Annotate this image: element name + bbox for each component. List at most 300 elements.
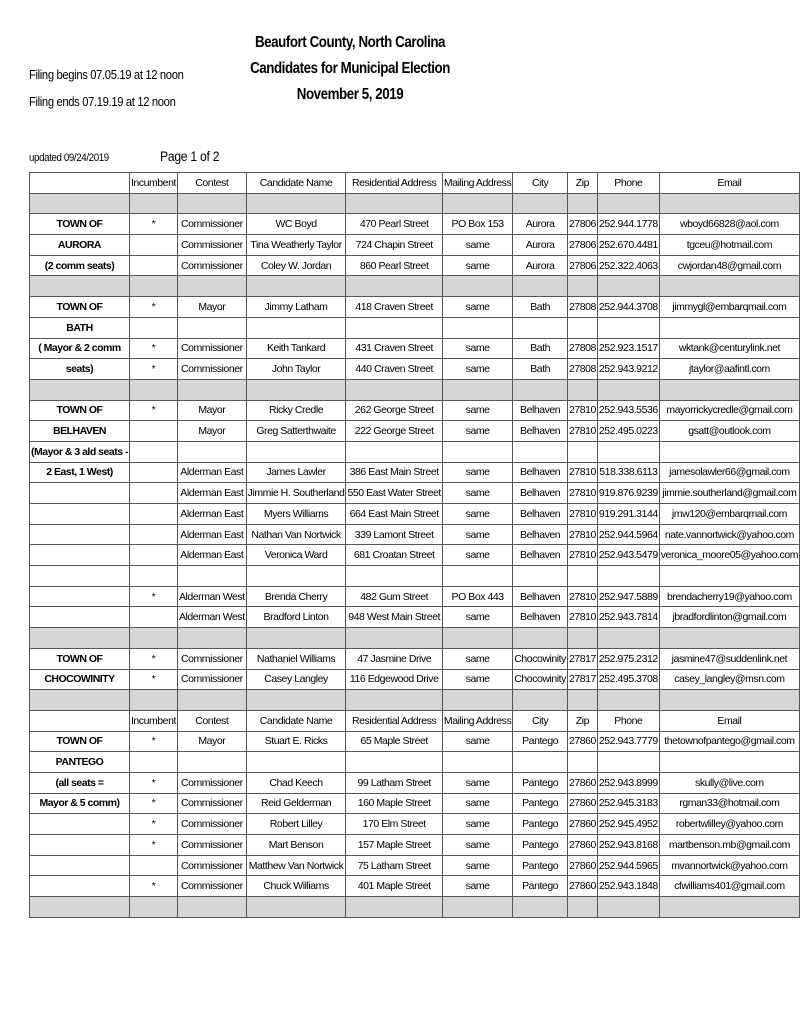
residential-address-cell: 157 Maple Street	[346, 835, 442, 856]
residential-address-cell: 418 Craven Street	[346, 297, 442, 318]
table-row	[30, 586, 800, 607]
email-cell: martbenson.mb@gmail.com	[659, 835, 799, 856]
incumbent-cell	[129, 855, 177, 876]
residential-address-cell: 116 Edgewood Drive	[346, 669, 442, 690]
separator-cell	[129, 379, 177, 400]
zip-header: Zip	[567, 710, 597, 731]
separator-cell	[597, 628, 659, 649]
mailing-address-header: Mailing Address	[442, 173, 512, 194]
zip-cell	[567, 441, 597, 462]
town-cell	[30, 504, 130, 525]
phone-cell: 252.495.3708	[597, 669, 659, 690]
incumbent-cell: *	[129, 814, 177, 835]
separator-cell	[567, 628, 597, 649]
mailing-address-cell: same	[442, 483, 512, 504]
mailing-address-cell: same	[442, 793, 512, 814]
town-cell	[30, 524, 130, 545]
incumbent-cell	[129, 317, 177, 338]
residential-address-cell: 339 Lamont Street	[346, 524, 442, 545]
separator-cell	[30, 379, 130, 400]
email-cell	[659, 566, 799, 587]
table-row	[30, 421, 800, 442]
residential-address-header: Residential Address	[346, 173, 442, 194]
contest-header: Contest	[177, 710, 246, 731]
separator-cell	[30, 690, 130, 711]
city-cell: Bath	[513, 338, 568, 359]
separator-cell	[597, 193, 659, 214]
residential-address-cell	[346, 317, 442, 338]
separator-cell	[567, 379, 597, 400]
zip-cell: 27810	[567, 400, 597, 421]
town-cell	[30, 607, 130, 628]
header-blank-cell	[30, 710, 130, 731]
mailing-address-cell: PO Box 153	[442, 214, 512, 235]
separator-cell	[597, 897, 659, 918]
mailing-address-cell: same	[442, 462, 512, 483]
incumbent-cell	[129, 524, 177, 545]
table-row	[30, 504, 800, 525]
phone-header: Phone	[597, 710, 659, 731]
candidate-name-cell: Mart Benson	[246, 835, 346, 856]
zip-cell: 27810	[567, 421, 597, 442]
page-number: Page 1 of 2	[160, 149, 220, 164]
contest-cell: Commissioner	[177, 793, 246, 814]
table-row	[30, 483, 800, 504]
city-cell: Belhaven	[513, 607, 568, 628]
separator-cell	[246, 690, 346, 711]
city-cell	[513, 441, 568, 462]
mailing-address-cell: same	[442, 524, 512, 545]
residential-address-header: Residential Address	[346, 710, 442, 731]
incumbent-cell	[129, 255, 177, 276]
incumbent-cell: *	[129, 297, 177, 318]
incumbent-cell: *	[129, 214, 177, 235]
phone-cell: 518.338.6113	[597, 462, 659, 483]
contest-cell: Commissioner	[177, 835, 246, 856]
incumbent-cell: *	[129, 731, 177, 752]
zip-cell	[567, 752, 597, 773]
candidate-name-cell	[246, 752, 346, 773]
email-header: Email	[659, 173, 799, 194]
table-row	[30, 566, 800, 587]
candidate-name-cell: Chad Keech	[246, 772, 346, 793]
separator-cell	[513, 690, 568, 711]
filing-begins-text: Filing begins 07.05.19 at 12 noon	[29, 68, 184, 82]
phone-cell	[597, 317, 659, 338]
residential-address-cell	[346, 441, 442, 462]
candidate-name-cell: Nathaniel Williams	[246, 648, 346, 669]
town-cell	[30, 483, 130, 504]
table-row	[30, 607, 800, 628]
phone-cell: 252.943.7779	[597, 731, 659, 752]
separator-cell	[597, 690, 659, 711]
email-cell: jmw120@embarqmail.com	[659, 504, 799, 525]
phone-cell: 252.945.3183	[597, 793, 659, 814]
separator-cell	[513, 193, 568, 214]
separator-cell	[346, 193, 442, 214]
town-cell: AURORA	[30, 235, 130, 256]
table-row	[30, 772, 800, 793]
zip-header: Zip	[567, 173, 597, 194]
phone-cell: 252.944.5965	[597, 855, 659, 876]
updated-date: updated 09/24/2019	[29, 152, 109, 164]
separator-row	[30, 897, 800, 918]
contest-cell: Commissioner	[177, 648, 246, 669]
incumbent-cell: *	[129, 648, 177, 669]
table-row	[30, 441, 800, 462]
title-line-county: Beaufort County, North Carolina	[254, 34, 446, 51]
phone-cell: 252.944.5964	[597, 524, 659, 545]
separator-cell	[30, 897, 130, 918]
contest-cell	[177, 317, 246, 338]
contest-cell: Commissioner	[177, 255, 246, 276]
city-cell: Pantego	[513, 855, 568, 876]
town-cell	[30, 545, 130, 566]
city-cell: Aurora	[513, 255, 568, 276]
separator-row	[30, 690, 800, 711]
phone-cell: 252.943.1848	[597, 876, 659, 897]
separator-cell	[597, 276, 659, 297]
residential-address-cell: 170 Elm Street	[346, 814, 442, 835]
email-cell: robertwlilley@yahoo.com	[659, 814, 799, 835]
separator-cell	[177, 690, 246, 711]
separator-cell	[513, 379, 568, 400]
town-cell	[30, 835, 130, 856]
incumbent-cell: *	[129, 338, 177, 359]
zip-cell: 27806	[567, 255, 597, 276]
city-cell	[513, 752, 568, 773]
zip-cell: 27810	[567, 524, 597, 545]
phone-cell	[597, 752, 659, 773]
residential-address-cell: 860 Pearl Street	[346, 255, 442, 276]
incumbent-cell	[129, 421, 177, 442]
candidate-name-cell: Bradford Linton	[246, 607, 346, 628]
candidate-name-header: Candidate Name	[246, 173, 346, 194]
mailing-address-cell	[442, 566, 512, 587]
mailing-address-cell: same	[442, 338, 512, 359]
contest-cell: Alderman West	[177, 607, 246, 628]
contest-cell: Commissioner	[177, 359, 246, 380]
email-cell: jasmine47@suddenlink.net	[659, 648, 799, 669]
contest-cell: Alderman West	[177, 586, 246, 607]
incumbent-cell: *	[129, 876, 177, 897]
separator-cell	[442, 897, 512, 918]
separator-cell	[597, 379, 659, 400]
zip-cell: 27810	[567, 504, 597, 525]
residential-address-cell	[346, 566, 442, 587]
table-row	[30, 255, 800, 276]
residential-address-cell	[346, 752, 442, 773]
town-cell	[30, 586, 130, 607]
candidate-name-cell: Brenda Cherry	[246, 586, 346, 607]
separator-row	[30, 193, 800, 214]
zip-cell: 27810	[567, 483, 597, 504]
separator-row	[30, 628, 800, 649]
incumbent-cell: *	[129, 359, 177, 380]
email-cell: skully@live.com	[659, 772, 799, 793]
contest-cell: Commissioner	[177, 814, 246, 835]
contest-cell: Commissioner	[177, 669, 246, 690]
candidate-name-cell: Greg Satterthwaite	[246, 421, 346, 442]
zip-cell	[567, 566, 597, 587]
email-cell: thetownofpantego@gmail.com	[659, 731, 799, 752]
zip-cell: 27817	[567, 648, 597, 669]
mailing-address-cell: same	[442, 255, 512, 276]
mailing-address-cell: same	[442, 297, 512, 318]
city-cell: Aurora	[513, 214, 568, 235]
zip-cell: 27810	[567, 607, 597, 628]
contest-cell: Commissioner	[177, 338, 246, 359]
residential-address-cell: 664 East Main Street	[346, 504, 442, 525]
phone-header: Phone	[597, 173, 659, 194]
table-row	[30, 648, 800, 669]
candidate-name-cell: Nathan Van Nortwick	[246, 524, 346, 545]
incumbent-cell	[129, 566, 177, 587]
table-row	[30, 297, 800, 318]
mailing-address-cell: same	[442, 669, 512, 690]
mailing-address-cell: same	[442, 876, 512, 897]
separator-cell	[442, 379, 512, 400]
incumbent-cell: *	[129, 772, 177, 793]
contest-cell: Mayor	[177, 400, 246, 421]
incumbent-cell: *	[129, 835, 177, 856]
candidate-name-cell: Stuart E. Ricks	[246, 731, 346, 752]
email-cell	[659, 441, 799, 462]
city-cell: Chocowinity	[513, 669, 568, 690]
zip-cell: 27810	[567, 586, 597, 607]
mailing-address-cell	[442, 317, 512, 338]
incumbent-cell	[129, 483, 177, 504]
separator-cell	[129, 690, 177, 711]
contest-cell: Alderman East	[177, 524, 246, 545]
separator-cell	[30, 628, 130, 649]
residential-address-cell: 431 Craven Street	[346, 338, 442, 359]
separator-cell	[177, 193, 246, 214]
email-cell: tgceu@hotmail.com	[659, 235, 799, 256]
zip-cell: 27808	[567, 359, 597, 380]
zip-cell: 27860	[567, 793, 597, 814]
phone-cell: 252.943.9212	[597, 359, 659, 380]
mailing-address-cell: same	[442, 504, 512, 525]
candidate-name-cell	[246, 566, 346, 587]
candidate-name-cell: Jimmie H. Southerland	[246, 483, 346, 504]
email-cell: wboyd66828@aol.com	[659, 214, 799, 235]
city-cell	[513, 566, 568, 587]
email-cell: jimmygl@embarqmail.com	[659, 297, 799, 318]
separator-cell	[177, 379, 246, 400]
separator-cell	[567, 690, 597, 711]
separator-cell	[129, 897, 177, 918]
separator-cell	[177, 628, 246, 649]
candidate-name-cell: WC Boyd	[246, 214, 346, 235]
table-row	[30, 669, 800, 690]
table-row	[30, 731, 800, 752]
contest-cell: Commissioner	[177, 855, 246, 876]
town-cell	[30, 814, 130, 835]
separator-cell	[567, 276, 597, 297]
table-row	[30, 876, 800, 897]
town-cell	[30, 876, 130, 897]
title-line-candidates: Candidates for Municipal Election	[250, 60, 450, 77]
separator-cell	[659, 628, 799, 649]
zip-cell: 27806	[567, 235, 597, 256]
city-cell: Pantego	[513, 772, 568, 793]
contest-cell: Commissioner	[177, 876, 246, 897]
incumbent-header: Incumbent	[129, 710, 177, 731]
email-cell: gsatt@outlook.com	[659, 421, 799, 442]
town-cell: seats)	[30, 359, 130, 380]
separator-cell	[346, 379, 442, 400]
candidate-name-cell: Coley W. Jordan	[246, 255, 346, 276]
separator-cell	[442, 276, 512, 297]
separator-cell	[129, 276, 177, 297]
zip-cell: 27860	[567, 731, 597, 752]
table-row	[30, 814, 800, 835]
table-row	[30, 793, 800, 814]
residential-address-cell: 65 Maple Street	[346, 731, 442, 752]
email-header: Email	[659, 710, 799, 731]
separator-cell	[346, 276, 442, 297]
zip-cell	[567, 317, 597, 338]
email-cell	[659, 317, 799, 338]
email-cell: jbradfordlinton@gmail.com	[659, 607, 799, 628]
zip-cell: 27860	[567, 772, 597, 793]
phone-cell: 252.943.7814	[597, 607, 659, 628]
candidate-name-cell: Tina Weatherly Taylor	[246, 235, 346, 256]
residential-address-cell: 386 East Main Street	[346, 462, 442, 483]
separator-cell	[442, 193, 512, 214]
incumbent-cell: *	[129, 669, 177, 690]
city-cell: Pantego	[513, 731, 568, 752]
city-cell	[513, 317, 568, 338]
incumbent-cell	[129, 462, 177, 483]
contest-cell: Mayor	[177, 297, 246, 318]
candidate-name-cell: James Lawler	[246, 462, 346, 483]
zip-cell: 27810	[567, 462, 597, 483]
separator-cell	[246, 628, 346, 649]
residential-address-cell: 724 Chapin Street	[346, 235, 442, 256]
separator-cell	[346, 628, 442, 649]
residential-address-cell: 948 West Main Street	[346, 607, 442, 628]
phone-cell: 252.945.4952	[597, 814, 659, 835]
mailing-address-cell: same	[442, 545, 512, 566]
incumbent-cell	[129, 235, 177, 256]
candidate-name-cell: Reid Gelderman	[246, 793, 346, 814]
email-cell: rgman33@hotmail.com	[659, 793, 799, 814]
separator-cell	[513, 897, 568, 918]
town-cell: CHOCOWINITY	[30, 669, 130, 690]
separator-cell	[246, 897, 346, 918]
separator-cell	[346, 690, 442, 711]
table-row	[30, 835, 800, 856]
zip-cell: 27810	[567, 545, 597, 566]
candidate-name-cell: John Taylor	[246, 359, 346, 380]
separator-cell	[346, 897, 442, 918]
separator-cell	[246, 276, 346, 297]
phone-cell: 919.291.3144	[597, 504, 659, 525]
city-cell: Bath	[513, 359, 568, 380]
zip-cell: 27860	[567, 835, 597, 856]
city-cell: Aurora	[513, 235, 568, 256]
incumbent-cell: *	[129, 400, 177, 421]
separator-cell	[177, 276, 246, 297]
candidate-name-cell: Casey Langley	[246, 669, 346, 690]
residential-address-cell: 401 Maple Street	[346, 876, 442, 897]
candidate-name-cell	[246, 441, 346, 462]
table-header-row	[30, 173, 800, 194]
city-header: City	[513, 173, 568, 194]
contest-cell: Commissioner	[177, 772, 246, 793]
email-cell: jimmie.southerland@gmail.com	[659, 483, 799, 504]
zip-cell: 27808	[567, 297, 597, 318]
table-row	[30, 400, 800, 421]
town-cell: TOWN OF	[30, 214, 130, 235]
mailing-address-cell: same	[442, 772, 512, 793]
zip-cell: 27860	[567, 855, 597, 876]
residential-address-cell: 222 George Street	[346, 421, 442, 442]
contest-cell: Mayor	[177, 731, 246, 752]
phone-cell: 252.495.0223	[597, 421, 659, 442]
mailing-address-cell: same	[442, 855, 512, 876]
city-cell: Pantego	[513, 793, 568, 814]
candidate-name-header: Candidate Name	[246, 710, 346, 731]
zip-cell: 27817	[567, 669, 597, 690]
email-cell: cwjordan48@gmail.com	[659, 255, 799, 276]
town-cell: BATH	[30, 317, 130, 338]
table-header-row	[30, 710, 800, 731]
city-cell: Belhaven	[513, 462, 568, 483]
table-row	[30, 338, 800, 359]
town-cell: TOWN OF	[30, 731, 130, 752]
title-line-date: November 5, 2019	[296, 86, 404, 103]
contest-cell: Commissioner	[177, 214, 246, 235]
incumbent-cell: *	[129, 793, 177, 814]
phone-cell: 252.943.5479	[597, 545, 659, 566]
residential-address-cell: 262 George Street	[346, 400, 442, 421]
incumbent-cell	[129, 441, 177, 462]
town-cell: TOWN OF	[30, 400, 130, 421]
separator-cell	[177, 897, 246, 918]
separator-cell	[513, 276, 568, 297]
phone-cell: 252.943.8168	[597, 835, 659, 856]
email-cell: mvannortwick@yahoo.com	[659, 855, 799, 876]
separator-cell	[442, 628, 512, 649]
town-cell	[30, 855, 130, 876]
separator-cell	[659, 276, 799, 297]
mailing-address-cell: same	[442, 731, 512, 752]
town-cell: Mayor & 5 comm)	[30, 793, 130, 814]
city-cell: Pantego	[513, 814, 568, 835]
town-cell: TOWN OF	[30, 297, 130, 318]
candidates-table	[29, 172, 800, 918]
candidate-name-cell: Robert Lilley	[246, 814, 346, 835]
town-cell: (Mayor & 3 ald seats -	[30, 441, 130, 462]
contest-cell	[177, 441, 246, 462]
table-row	[30, 214, 800, 235]
email-cell: cfwilliams401@gmail.com	[659, 876, 799, 897]
candidate-name-cell: Chuck Williams	[246, 876, 346, 897]
contest-cell: Alderman East	[177, 504, 246, 525]
city-cell: Pantego	[513, 835, 568, 856]
separator-cell	[442, 690, 512, 711]
candidate-name-cell: Jimmy Latham	[246, 297, 346, 318]
phone-cell	[597, 441, 659, 462]
phone-cell: 252.944.1778	[597, 214, 659, 235]
zip-cell: 27806	[567, 214, 597, 235]
mailing-address-cell: PO Box 443	[442, 586, 512, 607]
residential-address-cell: 160 Maple Street	[346, 793, 442, 814]
residential-address-cell: 75 Latham Street	[346, 855, 442, 876]
